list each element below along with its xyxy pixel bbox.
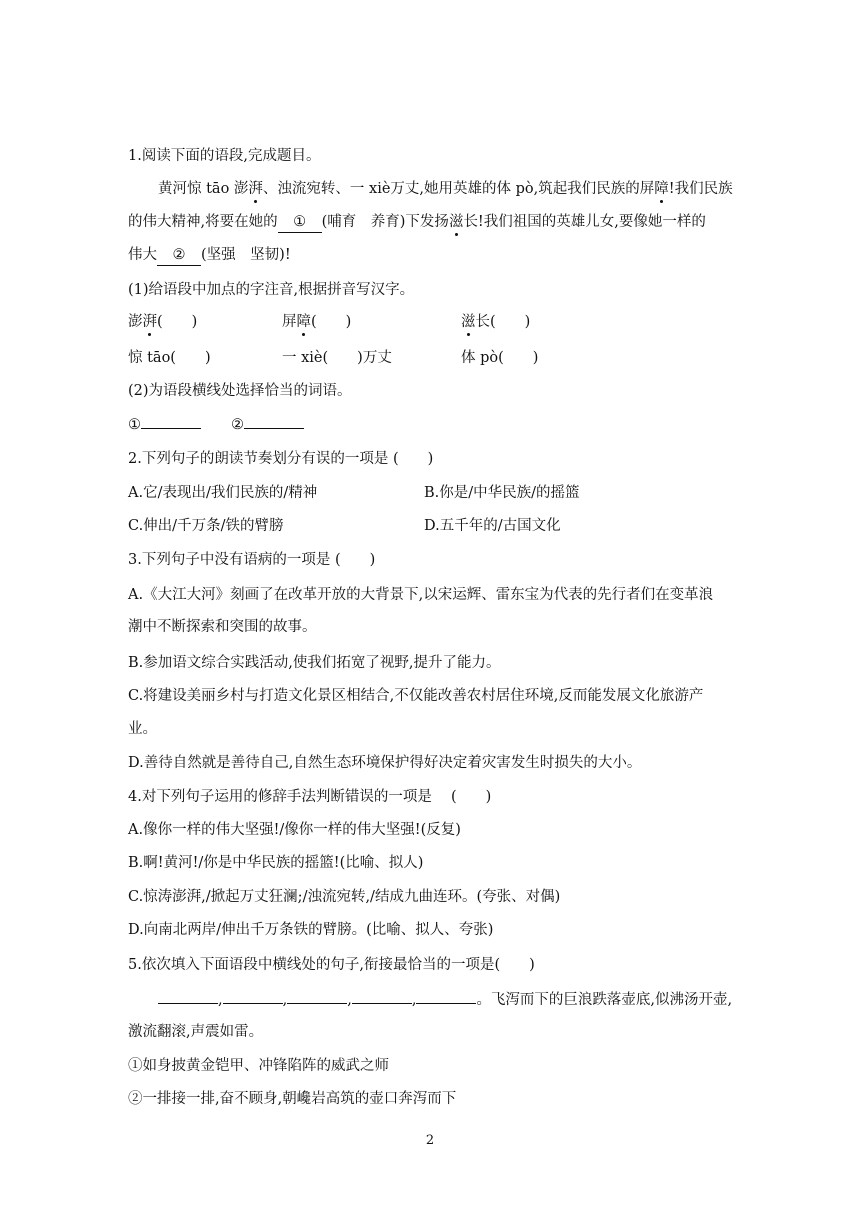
- answer-blank-2: [244, 414, 304, 429]
- item-po: 体 pò( ): [461, 350, 539, 366]
- text: ①: [128, 417, 141, 433]
- dotted-char: 障: [654, 181, 669, 197]
- q1-paragraph-line-3: [128, 245, 748, 266]
- text: ,: [347, 992, 352, 1008]
- q1-sub2: (2)为语段横线处选择恰当的词语。: [128, 383, 352, 399]
- fill-blank: [352, 989, 412, 1004]
- q2-title: 2.下列句子的朗读节奏划分有误的一项是 ( ): [128, 451, 434, 467]
- answer-blank-1: [141, 414, 201, 429]
- text: 长!我们祖国的英雄儿女,要像她一样的: [463, 214, 706, 230]
- q2-option-b: B.你是/中华民族/的摇篮: [424, 485, 580, 501]
- dotted-char: 滋: [448, 214, 464, 230]
- q4-option-d: D.向南北两岸/伸出千万条铁的臂膀。(比喻、拟人、夸张): [128, 922, 494, 938]
- blank-2: ②: [157, 245, 201, 266]
- q3-title: 3.下列句子中没有语病的一项是 ( ): [128, 552, 376, 568]
- q3-option-a-line-1: A.《大江大河》刻画了在改革开放的大背景下,以宋运辉、雷东宝为代表的先行者们在变革浪: [128, 587, 714, 603]
- blank-1: ①: [278, 212, 322, 233]
- text: ,: [411, 992, 417, 1008]
- text: 屏: [282, 314, 297, 330]
- q4-option-b: B.啊!黄河!/你是中华民族的摇篮!(比喻、拟人): [128, 855, 424, 871]
- fill-blank: [416, 989, 476, 1004]
- q3-option-c-line-1: C.将建设美丽乡村与打造文化景区相结合,不仅能改善农村居住环境,反而能发展文化旅游产: [128, 688, 704, 704]
- q4-option-c: C.惊涛澎湃,/掀起万丈狂澜;/浊流宛转,/结成九曲连环。(夸张、对偶): [128, 889, 561, 905]
- fill-blank: [158, 989, 218, 1004]
- dotted-char: 湃: [248, 181, 263, 197]
- q3-option-c-line-2: 业。: [128, 721, 157, 737]
- item-xie: 一 xiè( )万丈: [282, 350, 392, 366]
- q5-paragraph-line-2: 激流翻滚,声震如雷。: [128, 1024, 264, 1040]
- dotted-char: 湃: [142, 314, 157, 330]
- q1-paragraph-line-2: [128, 212, 748, 233]
- fill-blank: [223, 989, 283, 1004]
- item-zizhang: [461, 312, 530, 332]
- q2-option-a: A.它/表现出/我们民族的/精神: [128, 485, 318, 501]
- q3-option-b: B.参加语文综合实践活动,使我们拓宽了视野,提升了能力。: [128, 655, 501, 671]
- item-pingzhang: [282, 312, 351, 332]
- q2-option-d: D.五千年的/古国文化: [424, 518, 561, 534]
- text: ②: [231, 417, 244, 433]
- page-number: 2: [425, 1133, 435, 1148]
- text: 伟大: [128, 247, 157, 263]
- text: 黄河惊 tāo: [158, 181, 234, 197]
- q3-option-a-line-2: 潮中不断探索和突围的故事。: [128, 619, 317, 635]
- q1-answer-row: [128, 414, 748, 435]
- text: ,: [282, 992, 288, 1008]
- text: (坚强 坚韧)!: [201, 247, 291, 263]
- text: 长( ): [475, 314, 531, 330]
- q5-option-1: ①如身披黄金铠甲、冲锋陷阵的威武之师: [128, 1058, 389, 1074]
- text: 的伟大精神,将要在她的: [128, 214, 278, 230]
- text: ,: [218, 992, 223, 1008]
- q5-paragraph-line-1: [158, 989, 778, 1010]
- text: 澎: [128, 314, 143, 330]
- item-tao: 惊 tāo( ): [128, 350, 211, 366]
- text: (哺育 养育)下发扬: [321, 214, 449, 230]
- q1-title: 1.阅读下面的语段,完成题目。: [128, 148, 321, 164]
- fill-blank: [287, 989, 347, 1004]
- item-pengpai: [128, 312, 197, 332]
- text: 、浊流宛转、一 xiè万丈,她用英雄的体 pò,筑起我们民族的屏: [262, 181, 655, 197]
- q1-paragraph-line-1: [158, 179, 778, 199]
- q5-option-2: ②一排接一排,奋不顾身,朝巉岩高筑的壶口奔泻而下: [128, 1091, 457, 1107]
- text: 澎: [233, 181, 249, 197]
- q4-option-a: A.像你一样的伟大坚强!/像你一样的伟大坚强!(反复): [128, 822, 461, 838]
- text: 。飞泻而下的巨浪跌落壶底,似沸汤开壶,: [476, 992, 733, 1008]
- q5-title: 5.依次填入下面语段中横线处的句子,衔接最恰当的一项是( ): [128, 957, 535, 973]
- q3-option-d: D.善待自然就是善待自己,自然生态环境保护得好决定着灾害发生时损失的大小。: [128, 755, 642, 771]
- text: ( ): [157, 314, 198, 330]
- q4-title: 4.对下列句子运用的修辞手法判断错误的一项是 ( ): [128, 789, 492, 805]
- q1-sub1: (1)给语段中加点的字注音,根据拼音写汉字。: [128, 282, 415, 298]
- dotted-char: 滋: [461, 314, 476, 330]
- dotted-char: 障: [296, 314, 311, 330]
- q2-option-c: C.伸出/千万条/铁的臂膀: [128, 518, 284, 534]
- text: !我们民族: [668, 181, 733, 197]
- text: ( ): [311, 314, 352, 330]
